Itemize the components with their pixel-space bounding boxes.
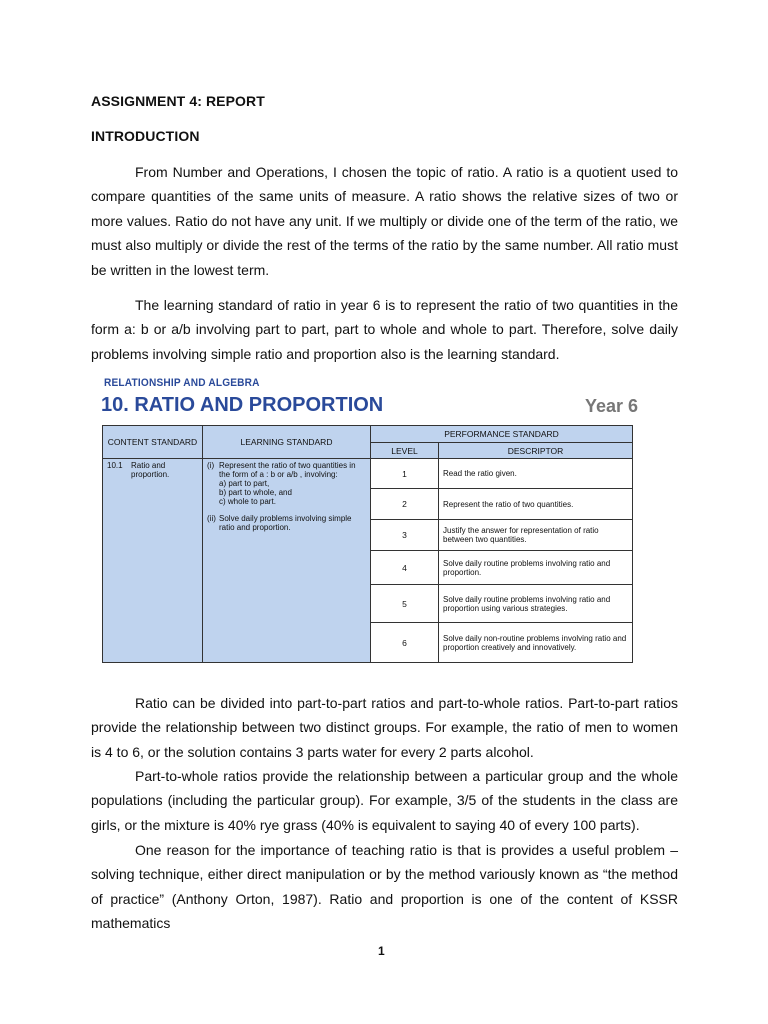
- level-3: 3: [371, 520, 439, 551]
- descriptor-5: Solve daily routine problems involving ratio and proportion using various strategies.: [439, 585, 633, 623]
- level-5: 5: [371, 585, 439, 623]
- syllabus-topic-title: 10. RATIO AND PROPORTION: [101, 394, 384, 416]
- ls-item1-num: (i): [207, 461, 215, 470]
- ls-sub-c: c) whole to part.: [219, 497, 276, 506]
- ls-item2-num: (ii): [207, 514, 216, 523]
- learning-standard-cell: [203, 459, 371, 663]
- paragraph-learning-standard: The learning standard of ratio in year 6 is to represent the ratio of two quantities in the form a: b or a/b involving part to part, part to whole and whole to part. Therefore, solve daily problems involving simple ratio and proportion also is the learning standard.: [91, 297, 678, 362]
- content-standard-text: Ratio and proportion.: [131, 461, 170, 479]
- descriptor-2: Represent the ratio of two quantities.: [439, 489, 633, 520]
- header-level: LEVEL: [371, 443, 439, 459]
- paragraph-part-to-whole: Part-to-whole ratios provide the relationship between a particular group and the whole populations (including the particular group). For example, 3/5 of the students in the class are girls, or the mixture is 40% rye grass (40% is equivalent to saying 40 of every 100 parts).: [91, 768, 678, 833]
- ls-sub-a: a) part to part,: [219, 479, 270, 488]
- paragraph-part-to-part: Ratio can be divided into part-to-part ratios and part-to-whole ratios. Part-to-part ratios provide the relationship between two distinct groups. For example, the ratio of men to women is 4 to 6, or the solution contains 3 parts water for every 2 parts alcohol.: [91, 695, 678, 760]
- syllabus-area-title: RELATIONSHIP AND ALGEBRA: [104, 377, 260, 389]
- ls-sub-b: b) part to whole, and: [219, 488, 292, 497]
- header-performance-standard: PERFORMANCE STANDARD: [371, 426, 633, 443]
- descriptor-1: Read the ratio given.: [439, 459, 633, 489]
- level-1: 1: [371, 459, 439, 489]
- descriptor-6: Solve daily non-routine problems involving ratio and proportion creatively and innovatively.: [439, 623, 633, 663]
- descriptor-3: Justify the answer for representation of ratio between two quantities.: [439, 520, 633, 551]
- paragraph-importance: One reason for the importance of teaching ratio is that is provides a useful problem – solving technique, either direct manipulation or by the method variously known as “the method of practice” (Anthony Orton, 1987). Ratio and proportion is one of the content of KSSR mathematics: [91, 842, 678, 932]
- standards-table: [102, 425, 633, 663]
- assignment-title: ASSIGNMENT 4: REPORT: [91, 93, 265, 109]
- header-descriptor: DESCRIPTOR: [439, 443, 633, 459]
- ls-item1-text: Represent the ratio of two quantities in the form of a : b or a/b , involving:: [219, 461, 356, 479]
- paragraph-intro: From Number and Operations, I chosen the topic of ratio. A ratio is a quotient used to compare quantities of the same units of measure. A ratio shows the relative sizes of two or more values. Ratio do not have any unit. If we multiply or divide one of the term of the ratio, we must also multiply or divide the rest of the terms of the ratio by the same number. All ratio must be written in the lowest term.: [91, 164, 678, 278]
- descriptor-4: Solve daily routine problems involving ratio and proportion.: [439, 551, 633, 585]
- level-6: 6: [371, 623, 439, 663]
- level-4: 4: [371, 551, 439, 585]
- header-learning-standard: LEARNING STANDARD: [203, 426, 371, 459]
- content-standard-cell: [103, 459, 203, 663]
- syllabus-year-label: Year 6: [585, 396, 639, 416]
- ls-item2-text: Solve daily problems involving simple ratio and proportion.: [219, 514, 352, 532]
- content-standard-number: 10.1: [107, 461, 123, 470]
- section-title: INTRODUCTION: [91, 128, 200, 144]
- level-2: 2: [371, 489, 439, 520]
- header-content-standard: CONTENT STANDARD: [103, 426, 203, 459]
- page-number: 1: [378, 944, 385, 958]
